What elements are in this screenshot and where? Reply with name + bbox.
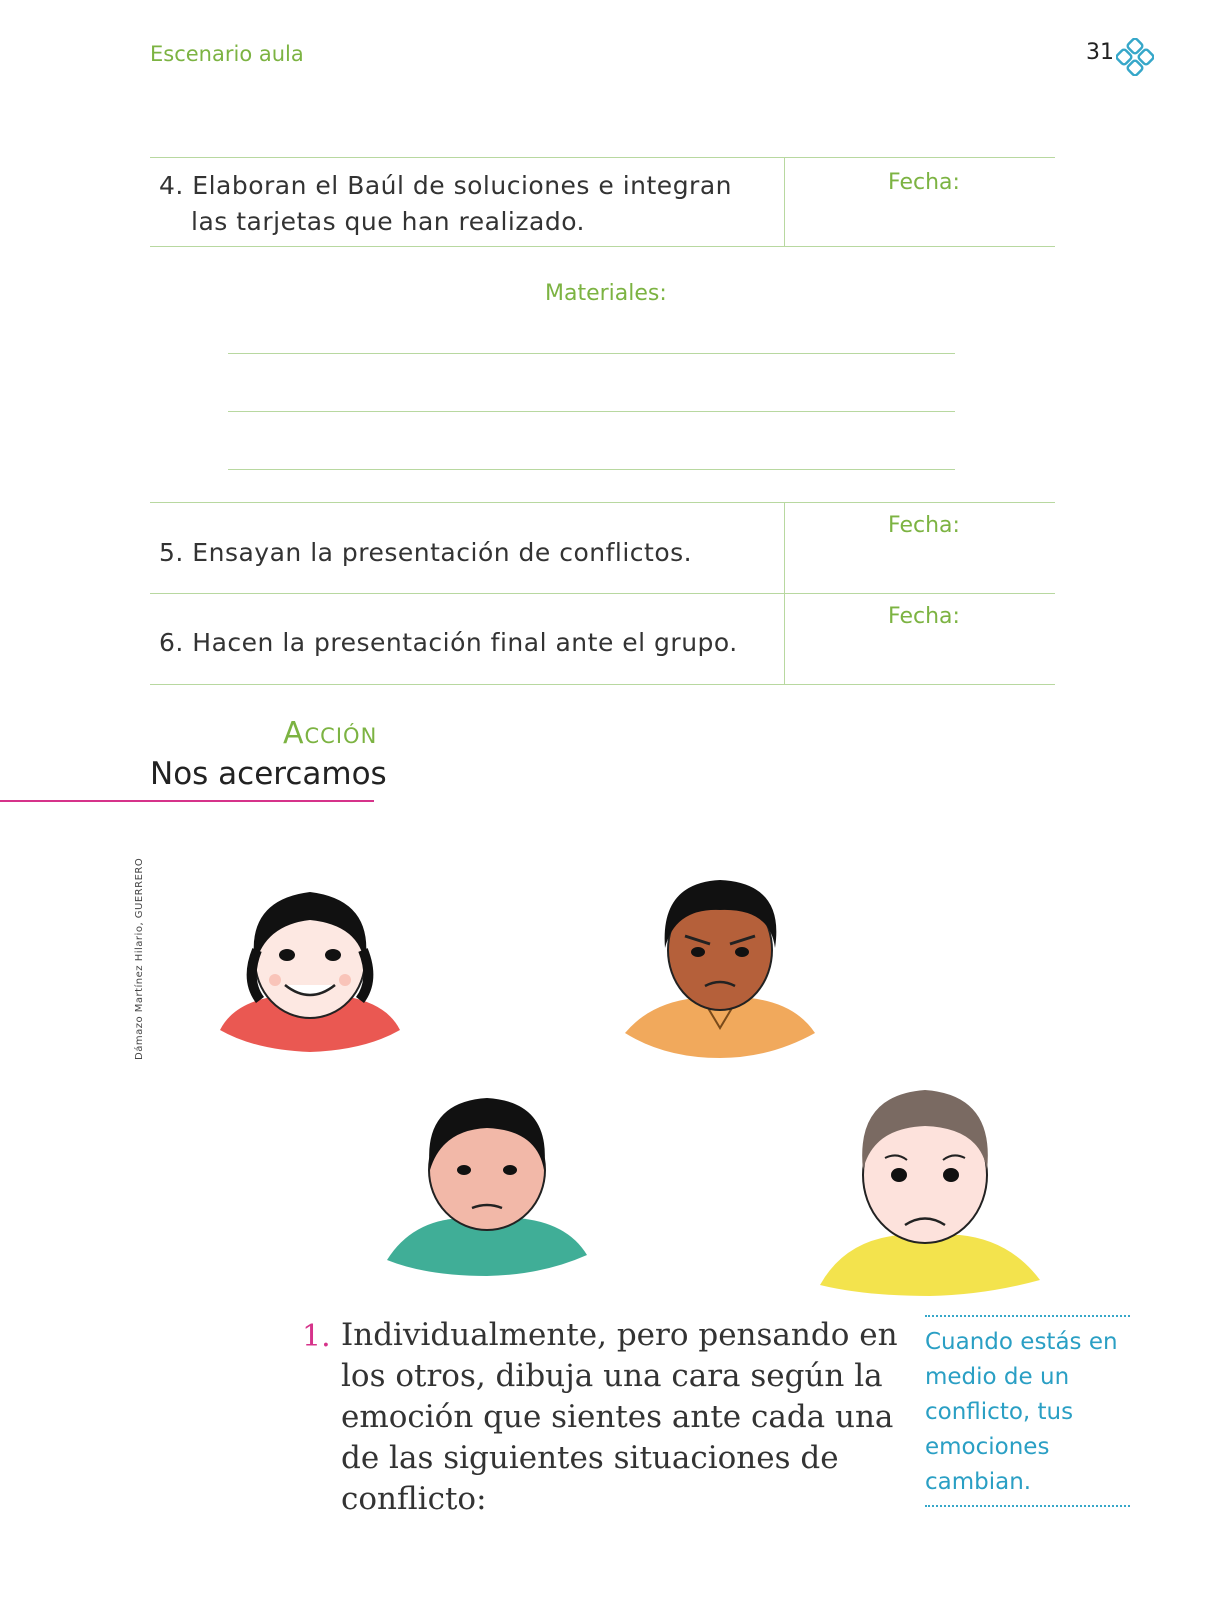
table-line (150, 593, 1055, 594)
question-text: Individualmente, pero pensando en los otros, dibuja una cara según la emoción que sientes ante cada una de las siguientes situaciones de conflicto: (341, 1317, 898, 1517)
side-note: Cuando estás en medio de un conflicto, tus emociones cambian. (925, 1329, 1118, 1495)
task-5: 5. Ensayan la presentación de conflictos. (159, 538, 693, 567)
task-6: 6. Hacen la presentación final ante el grupo. (159, 628, 738, 657)
materiales-line[interactable] (228, 411, 955, 412)
happy-girl-face-icon (215, 880, 405, 1060)
accion-title: Acción (283, 716, 378, 751)
worried-boy-face-icon (815, 1080, 1045, 1300)
table-line (150, 157, 1055, 158)
table-line (150, 684, 1055, 685)
task-4-line1: 4. Elaboran el Baúl de soluciones e integran (159, 171, 733, 200)
note-border-bottom (925, 1505, 1130, 1507)
task-4-line2: las tarjetas que han realizado. (191, 207, 585, 236)
task-5-fecha: Fecha: (888, 513, 960, 538)
illustration-credit: Dámazo Martínez Hilario, GUERRERO (134, 857, 145, 1060)
pink-underline (0, 800, 374, 802)
page-number: 31 (1086, 40, 1114, 65)
table-line (150, 246, 1055, 247)
question-number: 1. (302, 1319, 331, 1354)
task-4-fecha: Fecha: (888, 170, 960, 195)
angry-boy-face-icon (620, 868, 820, 1068)
table-divider (784, 157, 785, 246)
task-6-fecha: Fecha: (888, 604, 960, 629)
materiales-line[interactable] (228, 353, 955, 354)
flower-logo-icon (1116, 38, 1154, 76)
section-subtitle: Nos acercamos (150, 756, 387, 792)
note-border-top (925, 1315, 1130, 1317)
sad-boy-face-icon (382, 1090, 592, 1280)
section-header: Escenario aula (150, 42, 304, 66)
materiales-line[interactable] (228, 469, 955, 470)
table-line (150, 502, 1055, 503)
materiales-label: Materiales: (545, 281, 667, 306)
